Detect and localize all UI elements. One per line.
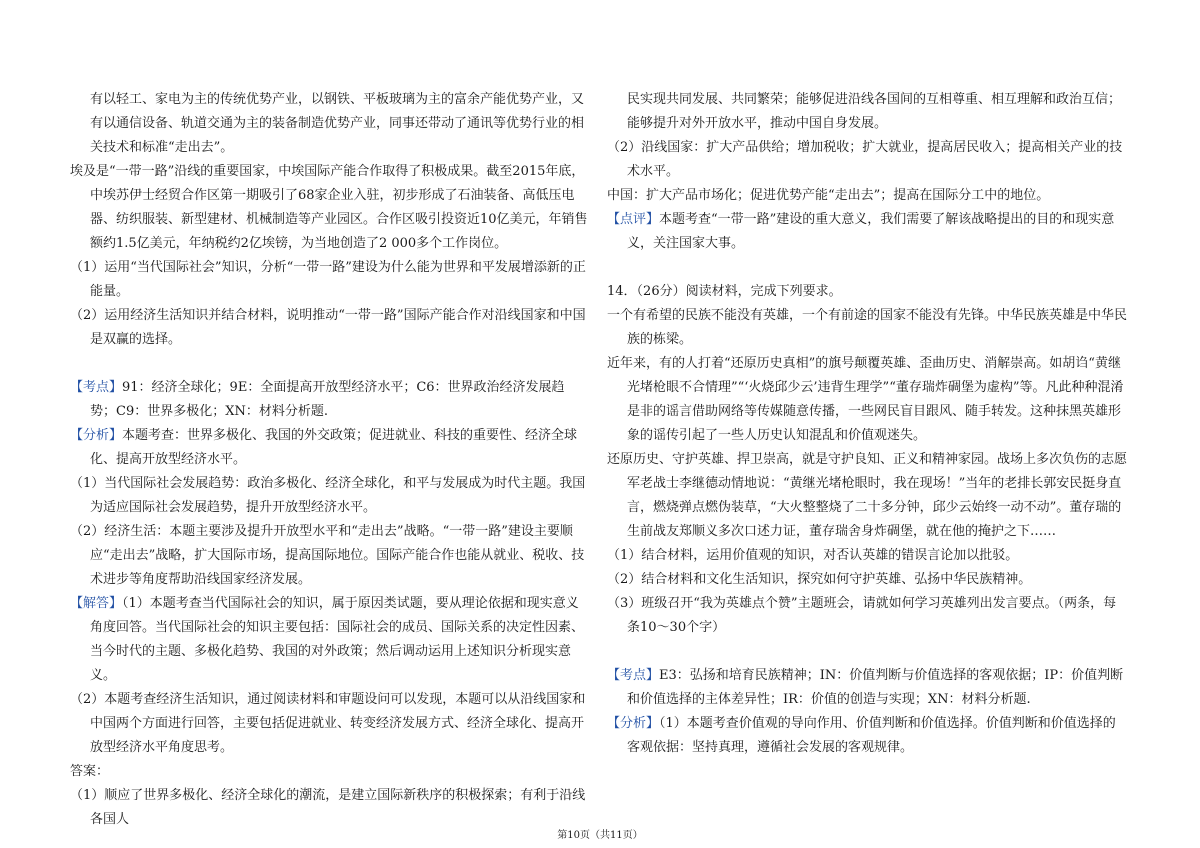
paragraph-text: （1）本题考查当代国际社会的知识，属于原因类试题，要从理论依据和现实意义角度回答。当代国际社会的知识主要包括：国际社会的成员、国际关系的决定性因素、当今时代的主题、多极化趋势、我国的对外政策；然后调动运用上述知识分析现实意义。 (90, 596, 585, 683)
paragraph-text: 本题考查：世界多极化、我国的外交政策；促进就业、科技的重要性、经济全球化、提高开放型经济水平。 (90, 428, 578, 467)
paragraph-text: 埃及是“一带一路”沿线的重要国家，中埃国际产能合作取得了积极成果。截至2015年底，中埃苏伊士经贸合作区第一期吸引了68家企业入驻，初步形成了石油装备、高低压电器、纺织服装、新型建材、机械制造等产业园区。合作区吸引投资近10亿美元，年销售额约1.5亿美元，年纳税约2亿埃镑，为当地创造了2 000多个工作岗位。 (70, 164, 588, 251)
section-tag: 【考点】 (70, 380, 123, 395)
annotation-paragraph (607, 712, 1127, 760)
paragraph-text: （1）顺应了世界多极化、经济全球化的潮流，是建立国际新秩序的积极探索；有利于沿线各国人 (70, 788, 586, 827)
paragraph-text: 14．（26分）阅读材料，完成下列要求。 (607, 284, 842, 299)
annotation-paragraph (607, 208, 1127, 256)
paragraph (70, 784, 590, 832)
paragraph-text: 民实现共同发展、共同繁荣；能够促进沿线各国间的互相尊重、相互理解和政治互信；能够提升对外开放水平，推动中国自身发展。 (627, 92, 1122, 131)
annotation-paragraph (607, 664, 1127, 712)
paragraph (70, 688, 590, 760)
paragraph (607, 136, 1127, 184)
paragraph-text: （2）结合材料和文化生活知识，探究如何守护英雄、弘扬中华民族精神。 (607, 572, 1032, 587)
paragraph (607, 592, 1127, 640)
paragraph (607, 568, 1127, 592)
paragraph (70, 256, 590, 304)
paragraph (70, 520, 590, 592)
paragraph (607, 448, 1127, 544)
paragraph (607, 352, 1127, 448)
annotation-paragraph (70, 376, 590, 424)
paragraph-text: 中国：扩大产品市场化；促进优势产能“走出去”；提高在国际分工中的地位。 (607, 188, 1050, 203)
paragraph-text: （1）结合材料，运用价值观的知识，对否认英雄的错误言论加以批驳。 (607, 548, 1019, 563)
paragraph-text: 还原历史、守护英雄、捍卫崇高，就是守护良知、正义和精神家园。战场上多次负伤的志愿军老战士李继德动情地说：“黄继光堵枪眼时，我在现场！”当年的老排长郭安民挺身直言，燃烧弹点燃伪装草，“大火整整烧了二十多分钟，邱少云始终一动不动”。董存瑞的生前战友郑顺义多次口述力证，董存瑞舍身炸碉堡，就在他的掩护之下…… (607, 452, 1128, 539)
section-tag: 【分析】 (607, 716, 660, 731)
paragraph (607, 280, 1127, 304)
section-tag: 【分析】 (70, 428, 123, 443)
paragraph (607, 304, 1127, 352)
paragraph-text: （1）本题考查价值观的导向作用、价值判断和价值选择。价值判断和价值选择的客观依据：坚持真理，遵循社会发展的客观规律。 (627, 716, 1116, 755)
paragraph-text: （1）运用“当代国际社会”知识，分析“一带一路”建设为什么能为世界和平发展增添新的正能量。 (70, 260, 586, 299)
paragraph (70, 160, 590, 256)
annotation-paragraph (70, 592, 590, 688)
paragraph (70, 304, 590, 352)
paragraph (607, 184, 1127, 208)
paragraph-text: （3）班级召开“我为英雄点个赞”主题班会，请就如何学习英雄列出发言要点。（两条，每条10～30个字） (607, 596, 1117, 635)
paragraph-gap (607, 256, 1127, 280)
paragraph-text: （2）本题考查经济生活知识，通过阅读材料和审题设问可以发现，本题可以从沿线国家和中国两个方面进行回答，主要包括促进就业、转变经济发展方式、经济全球化、提高开放型经济水平角度思考。 (70, 692, 586, 755)
paragraph-text: 91：经济全球化；9E：全面提高开放型经济水平；C6：世界政治经济发展趋势；C9：世界多极化；XN：材料分析题. (90, 380, 565, 419)
paragraph (70, 88, 590, 160)
left-column (70, 88, 590, 832)
paragraph-text: （2）沿线国家：扩大产品供给；增加税收；扩大就业，提高居民收入；提高相关产业的技术水平。 (607, 140, 1123, 179)
annotation-paragraph (70, 424, 590, 472)
paragraph-text: （1）当代国际社会发展趋势：政治多极化、经济全球化，和平与发展成为时代主题。我国为适应国际社会发展趋势，提升开放型经济水平。 (70, 476, 586, 515)
paragraph-text: 答案： (70, 764, 110, 779)
right-column (607, 88, 1127, 760)
paragraph (607, 544, 1127, 568)
paragraph (607, 88, 1127, 136)
paragraph-text: 一个有希望的民族不能没有英雄，一个有前途的国家不能没有先锋。中华民族英雄是中华民族的栋梁。 (607, 308, 1128, 347)
paragraph-gap (70, 352, 590, 376)
section-tag: 【考点】 (607, 668, 660, 683)
page-footer: 第10页（共11页） (557, 830, 643, 841)
paragraph (70, 760, 590, 784)
section-tag: 【解答】 (70, 596, 123, 611)
paragraph-gap (607, 640, 1127, 664)
paragraph-text: 有以轻工、家电为主的传统优势产业，以钢铁、平板玻璃为主的富余产能优势产业，又有以通信设备、轨道交通为主的装备制造优势产业，同事还带动了通讯等优势行业的相关技术和标准“走出去”。 (90, 92, 585, 155)
paragraph (70, 472, 590, 520)
section-tag: 【点评】 (607, 212, 660, 227)
paragraph-text: （2）经济生活：本题主要涉及提升开放型水平和“走出去”战略。“一带一路”建设主要顺应“走出去”战略，扩大国际市场，提高国际地位。国际产能合作也能从就业、税收、技术进步等角度帮助沿线国家经济发展。 (70, 524, 585, 587)
paragraph-text: 近年来，有的人打着“还原历史真相”的旗号颠覆英雄、歪曲历史、消解崇高。如胡诌“黄继光堵枪眼不合情理”“‘火烧邱少云’违背生理学”“董存瑞炸碉堡为虚构”等。凡此种种混淆是非的谣言借助网络等传媒随意传播，一些网民盲目跟风、随手转发。这种抹黑英雄形象的谣传引起了一些人历史认知混乱和价值观迷失。 (607, 356, 1124, 443)
paragraph-text: 本题考查“一带一路”建设的重大意义，我们需要了解该战略提出的目的和现实意义，关注国家大事。 (627, 212, 1115, 251)
paragraph-text: （2）运用经济生活知识并结合材料，说明推动“一带一路”国际产能合作对沿线国家和中国是双赢的选择。 (70, 308, 586, 347)
paragraph-text: E3：弘扬和培育民族精神；IN：价值判断与价值选择的客观依据；IP：价值判断和价值选择的主体差异性；IR：价值的创造与实现；XN：材料分析题. (627, 668, 1124, 707)
